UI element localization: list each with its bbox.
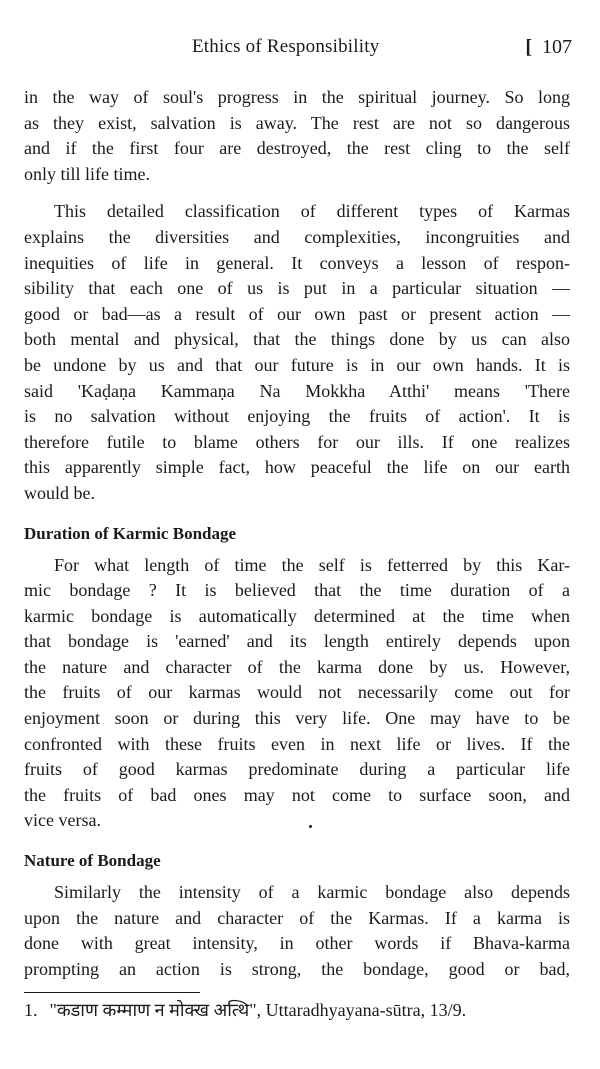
page-bracket: [ [525, 36, 532, 58]
section-heading-nature: Nature of Bondage [24, 851, 161, 871]
paragraph-karma-classification [24, 199, 570, 506]
text-line: For what length of time the self is fetterred by this Kar- [54, 554, 570, 575]
section-heading-duration: Duration of Karmic Bondage [24, 523, 237, 543]
text-line: inequities of life in general. It conveys a lesson of respon- [24, 252, 570, 273]
text-line: karmic bondage is automatically determined at the time when [24, 605, 570, 626]
text-line: therefore futile to blame others for our ills. If one realizes [24, 431, 570, 452]
text-line: the fruits of our karmas would not necessarily come out for [24, 682, 570, 703]
text-line: sibility that each one of us is put in a particular situation — [24, 278, 570, 299]
text-line: would be. [24, 482, 95, 503]
paragraph-continued [24, 85, 570, 187]
footnote-rule [24, 992, 200, 993]
paragraph-nature [24, 880, 570, 982]
text-line: upon the nature and character of the Karmas. If a karma is [24, 907, 570, 928]
text-line: only till life time. [24, 163, 150, 184]
text-line: This detailed classification of different types of Karmas [54, 201, 570, 222]
text-line: mic bondage ? It is believed that the time duration of a [24, 580, 570, 601]
text-line: in the way of soul's progress in the spiritual journey. So long [24, 87, 570, 107]
text-line: explains the diversities and complexities, incongruities and [24, 226, 570, 247]
running-header [24, 36, 572, 66]
text-line: as they exist, salvation is away. The rest are not so dangerous [24, 112, 570, 133]
body-text [24, 85, 570, 982]
stray-dot [309, 825, 312, 828]
footnote-marker: 1. [24, 1000, 38, 1020]
text-line: Similarly the intensity of a karmic bondage also depends [54, 882, 570, 903]
text-line: this apparently simple fact, how peaceful the life on our earth [24, 457, 570, 478]
text-line: vice versa. [24, 810, 101, 831]
running-title: Ethics of Responsibility [192, 36, 380, 57]
text-line: that bondage is 'earned' and its length entirely depends upon [24, 631, 570, 652]
text-line: the fruits of bad ones may not come to surface soon, and [24, 784, 570, 805]
text-line: be undone by us and that our future is in our own hands. It is [24, 354, 570, 375]
text-line: and if the first four are destroyed, the rest cling to the self [24, 138, 570, 159]
text-line: both mental and physical, that the things done by us can also [24, 329, 570, 350]
text-line: the nature and character of the karma done by us. However, [24, 656, 570, 677]
text-line: done with great intensity, in other words if Bhava-karma [24, 933, 570, 954]
paragraph-duration [24, 553, 570, 835]
text-line: fruits of good karmas predominate during a particular life [24, 759, 570, 780]
footnote-text: "कडाण कम्माण न मोक्ख अत्थि", Uttaradhyayana-sūtra, 13/9. [49, 1000, 467, 1020]
text-line: is no salvation without enjoying the fruits of action'. It is [24, 406, 570, 427]
text-line: good or bad—as a result of our own past or present action — [24, 303, 570, 324]
page-number [525, 36, 572, 59]
text-line: enjoyment soon or during this very life. One may have to be [24, 708, 570, 729]
page-number-value: 107 [542, 36, 572, 58]
footnote [24, 998, 570, 1022]
text-line: confronted with these fruits even in next life or lives. If the [24, 733, 570, 754]
text-line: prompting an action is strong, the bondage, good or bad, [24, 958, 570, 979]
text-line: said 'Kaḍaṇa Kammaṇa Na Mokkha Atthi' means 'There [24, 380, 570, 401]
